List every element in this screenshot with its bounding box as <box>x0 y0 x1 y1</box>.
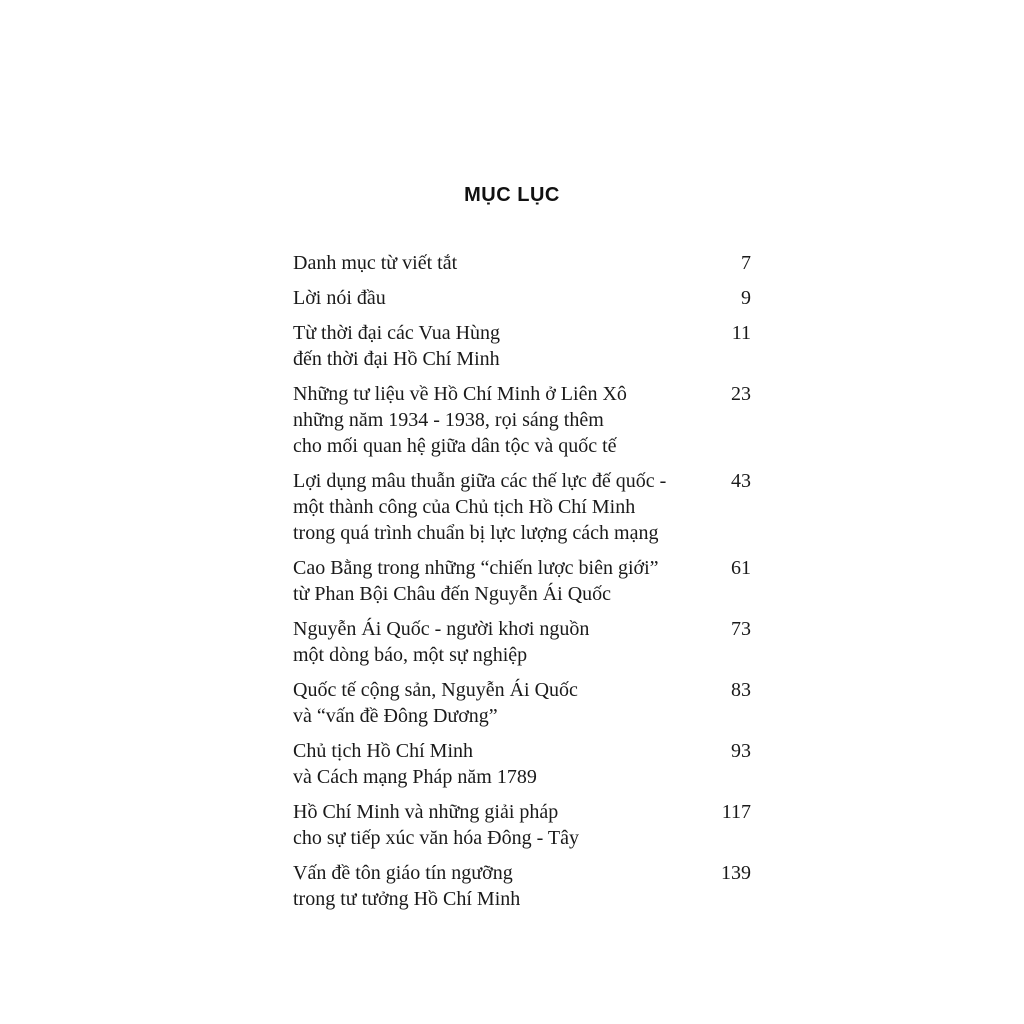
toc-entry <box>293 738 751 790</box>
toc-entry-title-line: Danh mục từ viết tắt <box>293 252 458 274</box>
toc-entry-page-number: 83 <box>731 679 751 701</box>
toc-entry-title-line: Quốc tế cộng sản, Nguyễn Ái Quốc <box>293 679 578 701</box>
toc-entry-title <box>293 677 693 729</box>
toc-entry <box>293 677 751 729</box>
toc-entry-page-number: 117 <box>721 801 751 823</box>
toc-entry-page-number: 43 <box>731 470 751 492</box>
toc-entry <box>293 285 751 311</box>
toc-entry-page-number: 7 <box>741 252 751 274</box>
toc-entry-title-line: Cao Bằng trong những “chiến lược biên giới” <box>293 557 659 579</box>
toc-entry-title <box>293 285 693 311</box>
toc-entry-title-line: cho sự tiếp xúc văn hóa Đông - Tây <box>293 827 579 849</box>
toc-entry-title <box>293 468 693 546</box>
toc-entry-title <box>293 381 693 459</box>
toc-entry-title-line: đến thời đại Hồ Chí Minh <box>293 348 500 370</box>
toc-entry <box>293 320 751 372</box>
toc-entry-title-line: Vấn đề tôn giáo tín ngưỡng <box>293 862 513 884</box>
toc-entry-page-number: 23 <box>731 383 751 405</box>
toc-entry <box>293 616 751 668</box>
toc-entry <box>293 381 751 459</box>
toc-entry-title-line: Nguyễn Ái Quốc - người khơi nguồn <box>293 618 590 640</box>
toc-entry-title-line: từ Phan Bội Châu đến Nguyễn Ái Quốc <box>293 583 612 605</box>
toc-entry-title <box>293 738 693 790</box>
toc-entry-title <box>293 250 693 276</box>
toc-entry-page-number: 11 <box>731 322 751 344</box>
toc-entry-title-line: trong tư tưởng Hồ Chí Minh <box>293 888 521 910</box>
page-title: MỤC LỤC <box>464 184 560 206</box>
toc-entry-title-line: Những tư liệu về Hồ Chí Minh ở Liên Xô <box>293 383 627 405</box>
toc-entry-title-line: Lời nói đầu <box>293 287 386 309</box>
toc-entry-title-line: Hồ Chí Minh và những giải pháp <box>293 801 559 823</box>
toc-entry-title-line: Chủ tịch Hồ Chí Minh <box>293 740 474 762</box>
toc-entry-title-line: và “vấn đề Đông Dương” <box>293 705 498 727</box>
toc-entry-title <box>293 799 693 851</box>
toc-entry-page-number: 93 <box>731 740 751 762</box>
toc-entry <box>293 799 751 851</box>
toc-entry-title-line: một thành công của Chủ tịch Hồ Chí Minh <box>293 496 636 518</box>
toc-entry <box>293 250 751 276</box>
toc-entry-page-number: 9 <box>741 287 751 309</box>
toc-entry-title <box>293 616 693 668</box>
toc-entry <box>293 860 751 912</box>
toc-entry <box>293 468 751 546</box>
toc-entry-page-number: 73 <box>731 618 751 640</box>
toc-entry-title-line: một dòng báo, một sự nghiệp <box>293 644 528 666</box>
toc-entry-title-line: và Cách mạng Pháp năm 1789 <box>293 766 537 788</box>
toc-entry-title-line: trong quá trình chuẩn bị lực lượng cách mạng <box>293 522 659 544</box>
toc-entry-title <box>293 320 693 372</box>
toc-entry-page-number: 61 <box>731 557 751 579</box>
toc-entry-title-line: cho mối quan hệ giữa dân tộc và quốc tế <box>293 435 617 457</box>
toc-entry-title <box>293 860 693 912</box>
toc-entry-title-line: Từ thời đại các Vua Hùng <box>293 322 501 344</box>
toc-entry-title <box>293 555 693 607</box>
toc-entry <box>293 555 751 607</box>
toc-entry-title-line: Lợi dụng mâu thuẫn giữa các thế lực đế quốc - <box>293 470 667 492</box>
toc-entry-page-number: 139 <box>721 862 751 884</box>
table-of-contents <box>293 250 751 921</box>
toc-entry-title-line: những năm 1934 - 1938, rọi sáng thêm <box>293 409 604 431</box>
